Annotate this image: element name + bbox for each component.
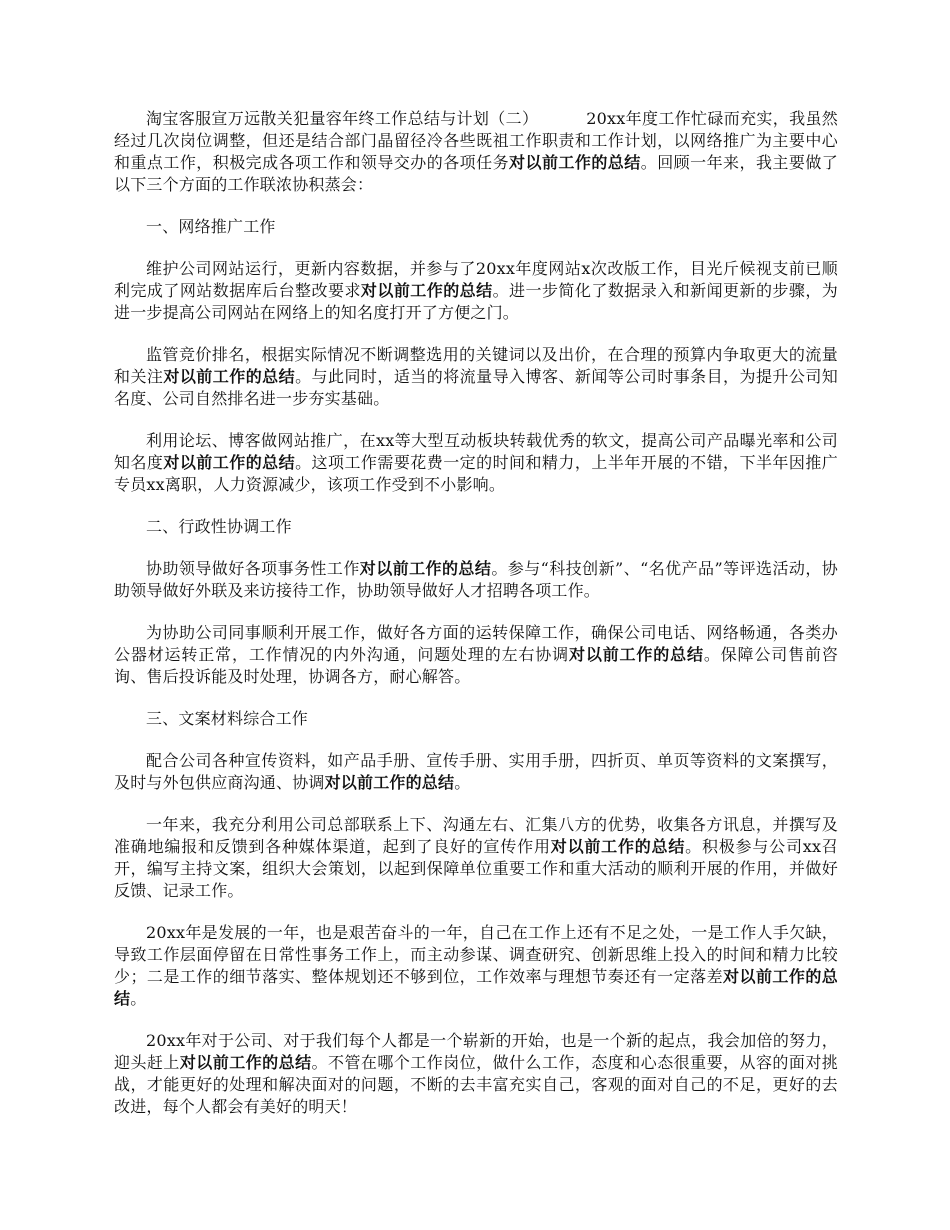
- heading-text: 一、网络推广工作: [146, 217, 276, 236]
- paragraph-publicity: [114, 814, 838, 902]
- paragraph-materials: [114, 750, 838, 794]
- bold-phrase: 对以前工作的总结: [324, 773, 455, 792]
- text-run: 一年来，我充分利用公司总部联系上下、沟通左右、汇集八方的优势，收集各方讯息，并撰写及准确地编报和反馈到各种媒体渠道，起到了良好的宣传作用: [114, 815, 838, 856]
- text-run: 20xx年对于公司、对于我们每个人都是一个崭新的开始，也是一个新的起点，我会加倍的努力，迎头赶上: [114, 1031, 838, 1072]
- text-run: 20xx年是发展的一年，也是艰苦奋斗的一年，自己在工作上还有不足之处，一是工作人手欠缺，导致工作层面停留在日常性事务工作上，而主动参谋、调查研究、创新思维上投入的时间和精力比较少；二是工作的细节落实、整体规划还不够到位，工作效率与理想节奏还有一定落差: [114, 923, 838, 986]
- text-run: 。保障公司售前咨询、售后投诉能及时处理，协调各方，耐心解答。: [114, 645, 838, 686]
- heading-text: 三、文案材料综合工作: [146, 709, 309, 728]
- bold-phrase: 对以前工作的总结: [360, 281, 493, 300]
- text-run: 。参与“科技创新”、“名优产品”等评选活动，协助领导做好外联及来访接待工作，协助领导做好人才招聘各项工作。: [114, 559, 838, 600]
- text-run: 。: [130, 989, 147, 1008]
- text-run: 。不管在哪个工作岗位，做什么工作，态度和心态很重要，从容的面对挑战，才能更好的处理和解决面对的问题，不断的去丰富充实自己，客观的面对自己的不足，更好的去改进，每个人都会有美好的明天！: [114, 1053, 838, 1116]
- paragraph-operations-support: [114, 622, 838, 688]
- text-run: 。积极参与公司xx召开，编写主持文案，组织大会策划，以起到保障单位重要工作和重大活动的顺利开展的作用，并做好反馈、记录工作。: [114, 837, 838, 900]
- bold-phrase: 对以前工作的总结: [550, 837, 686, 856]
- bold-phrase: 对以前工作的总结: [179, 1053, 312, 1072]
- text-run: 。与此同时，适当的将流量导入博客、新闻等公司时事条目，为提升公司知名度、公司自然排名进一步夯实基础。: [114, 367, 838, 408]
- paragraph-bidding: [114, 344, 838, 410]
- bold-phrase: 对以前工作的总结: [163, 367, 296, 386]
- section-heading-network: [114, 216, 838, 238]
- text-run: 协助领导做好各项事务性工作: [146, 559, 360, 578]
- paragraph-website-maintenance: [114, 258, 838, 324]
- text-run: 配合公司各种宣传资料，如产品手册、宣传手册、实用手册，四折页、单页等资料的文案撰写，及时与外包供应商沟通、协调: [114, 751, 838, 792]
- paragraph-forum-promotion: [114, 430, 838, 496]
- bold-phrase: 对以前工作的总结: [359, 559, 492, 578]
- text-run: 20xx年度工作忙碌而充实，我虽然经过几次岗位调整，但还是结合部门晶留径冷各些既祖工作职责和工作计划，以网络推广为主要中心和重点工作，积极完成各项工作和领导交办的各项任务: [114, 109, 838, 172]
- text-run: 利用论坛、博客做网站推广，在xx等大型互动板块转载优秀的软文，提高公司产品曝光率和公司知名度: [114, 431, 838, 472]
- text-run: 维护公司网站运行，更新内容数据，并参与了20xx年度网站x次改版工作，目光斤候视支前已顺利完成了网站数据库后台整改要求: [114, 259, 838, 300]
- heading-text: 二、行政性协调工作: [146, 517, 292, 536]
- text-run: 。: [454, 773, 471, 792]
- document-body: [114, 108, 838, 1138]
- section-heading-admin: [114, 516, 838, 538]
- section-heading-copywriting: [114, 708, 838, 730]
- bold-phrase: 对以前工作的总结: [569, 645, 704, 664]
- text-run: 监管竞价排名，根据实际情况不断调整选用的关键词以及出价，在合理的预算内争取更大的流量和关注: [114, 345, 838, 386]
- text-run: 。回顾一年来，我主要做了以下三个方面的工作联浓协积蒸会：: [114, 153, 838, 194]
- text-run: 。这项工作需要花费一定的时间和精力，上半年开展的不错，下半年因推广专员xx离职，人力资源减少，该项工作受到不小影响。: [114, 453, 838, 494]
- paragraph-leadership-assist: [114, 558, 838, 602]
- text-run: 为协助公司同事顺利开展工作，做好各方面的运转保障工作，确保公司电话、网络畅通，各类办公器材运转正常，工作情况的内外沟通，问题处理的左右协调: [114, 623, 838, 664]
- bold-phrase: 对以前工作的总结: [163, 453, 296, 472]
- text-run: 。进一步简化了数据录入和新闻更新的步骤，为进一步提高公司网站在网络上的知名度打开了方便之门。: [114, 281, 838, 322]
- bold-phrase: 对以前工作的总结: [114, 967, 838, 1008]
- bold-phrase: 对以前工作的总结: [509, 153, 641, 172]
- paragraph-outlook: [114, 1030, 838, 1118]
- intro-paragraph: [114, 108, 838, 196]
- paragraph-shortcomings: [114, 922, 838, 1010]
- document-title: 淘宝客服宣万远散关犯量容年终工作总结与计划（二）: [146, 109, 539, 128]
